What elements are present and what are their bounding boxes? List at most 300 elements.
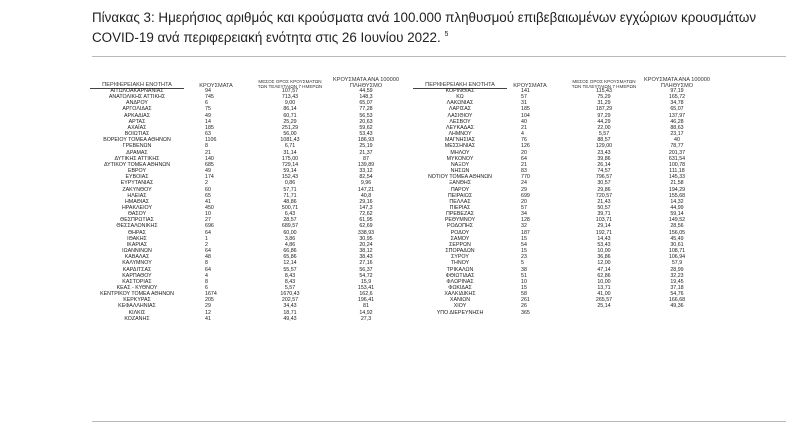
region-name-cell: ΠΡΕΒΕΖΑΣ — [446, 211, 474, 218]
avg-7day-cell: 39,86 — [597, 155, 611, 162]
left-table — [75, 69, 410, 395]
avg-7day-cell: 21,43 — [597, 198, 611, 205]
rate-per-100k-cell: 145,33 — [668, 174, 686, 181]
caption-footnote-mark: 5 — [444, 31, 449, 38]
avg-7day-cell: 720,57 — [595, 192, 613, 199]
rate-per-100k-cell: 46,28 — [670, 118, 684, 125]
region-name-cell: ΧΑΝΙΩΝ — [449, 297, 471, 304]
cases-cell: 27 — [205, 217, 211, 224]
region-name-cell: ΘΑΣΟΥ — [127, 211, 147, 218]
avg-7day-cell: 22,00 — [597, 124, 611, 131]
avg-7day-cell: 97,29 — [597, 112, 611, 119]
region-name-cell: ΗΜΑΘΙΑΣ — [124, 198, 150, 205]
avg-7day-cell: 31,29 — [597, 100, 611, 107]
avg-7day-cell: 34,43 — [283, 303, 297, 310]
region-name-cell: ΚΕΝΤΡΙΚΟΥ ΤΟΜΕΑ ΑΘΗΝΩΝ — [100, 291, 174, 298]
avg-7day-cell: 29,14 — [597, 223, 611, 230]
cases-cell: 83 — [521, 168, 527, 175]
cases-cell: 261 — [521, 297, 530, 304]
avg-7day-cell: 4,86 — [284, 241, 296, 248]
cases-cell: 8 — [205, 278, 208, 285]
cases-cell: 15 — [521, 248, 527, 255]
rate-per-100k-cell: 106,94 — [668, 254, 686, 261]
cases-cell: 41 — [205, 315, 211, 322]
avg-7day-cell: 5,57 — [284, 285, 296, 291]
region-name-cell: ΚΩ — [456, 94, 464, 101]
cases-cell: 205 — [205, 297, 214, 304]
region-name-cell: ΛΕΥΚΑΔΑΣ — [445, 124, 474, 131]
region-name-cell: ΘΕΣΣΑΛΟΝΙΚΗΣ — [116, 223, 158, 230]
right-table-rows — [405, 89, 715, 317]
avg-7day-cell: 175,00 — [281, 155, 299, 162]
header-avg-line-2: ΤΩΝ ΤΕΛΕΥΤΑΙΩΝ 7 ΗΜΕΡΩΝ — [257, 84, 323, 89]
avg-7day-cell: 62,86 — [597, 272, 611, 279]
header-rate-line-2: ΠΛΗΘΥΣΜΟ — [660, 83, 694, 89]
cases-cell: 63 — [205, 131, 211, 138]
region-name-cell: ΠΕΙΡΑΙΩΣ — [447, 192, 473, 199]
rate-per-100k-cell: 139,89 — [357, 161, 375, 168]
cases-cell: 174 — [205, 174, 214, 181]
region-name-cell: ΖΑΚΥΝΘΟΥ — [122, 186, 152, 193]
rate-per-100k-cell: 147,21 — [357, 186, 375, 193]
rate-per-100k-cell: 27,3 — [360, 315, 372, 322]
cases-cell: 126 — [521, 143, 530, 150]
avg-7day-cell: 251,29 — [281, 124, 299, 131]
table-row — [405, 311, 715, 317]
avg-7day-cell: 75,29 — [597, 94, 611, 101]
cases-cell: 365 — [521, 309, 530, 316]
rate-per-100k-cell: 56,53 — [359, 112, 373, 119]
region-name-cell: ΛΑΚΩΝΙΑΣ — [446, 100, 474, 107]
cases-cell: 128 — [521, 217, 530, 224]
bottom-divider — [92, 421, 786, 422]
region-name-cell: ΛΑΡΙΣΑΣ — [448, 106, 472, 113]
cases-cell: 141 — [521, 88, 530, 94]
rate-per-100k-cell: 88,63 — [670, 124, 684, 131]
region-name-cell: ΜΗΛΟΥ — [450, 149, 470, 156]
rate-per-100k-cell: 194,29 — [668, 186, 686, 193]
rate-per-100k-cell: 108,71 — [668, 248, 686, 255]
avg-7day-cell: 152,43 — [281, 174, 299, 181]
cases-cell: 64 — [205, 266, 211, 273]
cases-cell: 57 — [521, 94, 527, 101]
header-avg-line-1: ΜΕΣΟΣ ΟΡΟΣ ΚΡΟΥΣΜΑΤΩΝ — [258, 79, 322, 84]
right-table — [405, 69, 715, 395]
region-name-cell: ΜΕΣΣΗΝΙΑΣ — [444, 143, 476, 150]
rate-per-100k-cell: 53,43 — [359, 131, 373, 138]
region-name-cell: ΠΑΡΟΥ — [450, 186, 470, 193]
rate-per-100k-cell: 21,37 — [359, 149, 373, 156]
cases-cell: 12 — [205, 309, 211, 316]
region-name-cell: ΚΑΡΠΑΘΟΥ — [122, 272, 152, 279]
cases-cell: 1 — [205, 235, 208, 242]
rate-per-100k-cell: 25,19 — [359, 143, 373, 150]
rate-per-100k-cell: 20,24 — [359, 241, 373, 248]
header-avg-line-2: ΤΩΝ ΤΕΛΕΥΤΑΙΩΝ 7 ΗΜΕΡΩΝ — [571, 84, 637, 89]
avg-7day-cell: 25,29 — [283, 118, 297, 125]
avg-7day-cell: 56,00 — [283, 131, 297, 138]
avg-7day-cell: 6,43 — [284, 211, 296, 218]
top-divider — [92, 56, 786, 57]
left-table-rows — [75, 89, 410, 323]
region-name-cell: ΕΥΒΟΙΑΣ — [125, 174, 149, 181]
rate-per-100k-cell: 38,43 — [359, 254, 373, 261]
cases-cell: 140 — [205, 155, 214, 162]
cases-cell: 58 — [521, 291, 527, 298]
cases-cell: 21 — [521, 161, 527, 168]
avg-7day-cell: 202,57 — [281, 297, 299, 304]
rate-per-100k-cell: 32,23 — [670, 272, 684, 279]
region-name-cell: ΛΗΜΝΟΥ — [448, 131, 472, 138]
rate-per-100k-cell: 72,62 — [359, 211, 373, 218]
rate-per-100k-cell: 59,62 — [359, 124, 373, 131]
cases-cell: 699 — [521, 192, 530, 199]
avg-7day-cell: 50,57 — [597, 204, 611, 211]
cases-cell: 20 — [521, 198, 527, 205]
cases-cell: 60 — [205, 186, 211, 193]
region-name-cell: ΔΥΤΙΚΟΥ ΤΟΜΕΑ ΑΘΗΝΩΝ — [103, 161, 171, 168]
region-name-cell: ΚΕΦΑΛΛΗΝΙΑΣ — [118, 303, 156, 310]
region-name-cell: ΠΕΛΛΑΣ — [449, 198, 471, 205]
region-name-cell: ΝΗΣΩΝ — [450, 168, 470, 175]
rate-per-100k-cell: 81 — [363, 303, 369, 310]
avg-7day-cell: 44,29 — [597, 118, 611, 125]
rate-per-100k-cell: 61,95 — [359, 217, 373, 224]
region-name-cell: ΑΝΔΡΟΥ — [126, 100, 148, 107]
avg-7day-cell: 30,57 — [597, 180, 611, 187]
region-name-cell: ΔΥΤΙΚΗΣ ΑΤΤΙΚΗΣ — [114, 155, 160, 162]
region-name-cell: ΑΡΓΟΛΙΔΑΣ — [122, 106, 152, 113]
region-name-cell: ΑΡΚΑΔΙΑΣ — [124, 112, 150, 119]
region-name-cell: ΙΚΑΡΙΑΣ — [126, 241, 148, 248]
cases-cell: 24 — [521, 180, 527, 187]
region-name-cell: ΘΗΡΑΣ — [128, 229, 146, 236]
cases-cell: 5 — [521, 260, 524, 267]
region-name-cell: ΞΑΝΘΗΣ — [448, 180, 472, 187]
header-rate-line-1: ΚΡΟΥΣΜΑΤΑ ΑΝΑ 100000 — [644, 77, 710, 83]
avg-7day-cell: 74,57 — [597, 168, 611, 175]
header-region: ΠΕΡΙΦΕΡΕΙΑΚΗ ΕΝΟΤΗΤΑ — [90, 82, 184, 89]
avg-7day-cell: 41,00 — [597, 291, 611, 298]
region-name-cell: ΠΙΕΡΙΑΣ — [449, 204, 471, 211]
avg-7day-cell: 129,00 — [595, 143, 613, 150]
rate-per-100k-cell: 23,17 — [670, 131, 684, 138]
rate-per-100k-cell: 30,95 — [359, 235, 373, 242]
cases-cell: 65 — [205, 192, 211, 199]
rate-per-100k-cell: 45,49 — [670, 235, 684, 242]
region-name-cell: ΡΟΔΟΥ — [450, 229, 470, 236]
rate-per-100k-cell: 65,07 — [670, 106, 684, 113]
rate-per-100k-cell: 165,72 — [668, 94, 686, 101]
region-name-cell: ΣΕΡΡΩΝ — [449, 241, 471, 248]
region-name-cell: ΡΕΘΥΜΝΟΥ — [444, 217, 476, 224]
rate-per-100k-cell: 87 — [363, 155, 369, 162]
region-name-cell: ΚΙΛΚΙΣ — [128, 309, 146, 316]
region-name-cell: ΛΕΣΒΟΥ — [449, 118, 471, 125]
region-name-cell: ΒΟΙΩΤΙΑΣ — [124, 131, 150, 138]
rate-per-100k-cell: 97,19 — [670, 88, 684, 94]
rate-per-100k-cell: 147,3 — [359, 204, 373, 211]
region-name-cell: ΚΑΣΤΟΡΙΑΣ — [122, 278, 152, 285]
cases-cell: 75 — [205, 106, 211, 113]
region-name-cell: ΙΘΑΚΗΣ — [127, 235, 147, 242]
rate-per-100k-cell: 186,93 — [357, 137, 375, 144]
avg-7day-cell: 187,29 — [595, 106, 613, 113]
rate-per-100k-cell: 100,78 — [668, 161, 686, 168]
avg-7day-cell: 26,14 — [597, 161, 611, 168]
avg-7day-cell: 3,86 — [284, 235, 296, 242]
rate-per-100k-cell: 148,3 — [359, 94, 373, 101]
cases-cell: 38 — [521, 266, 527, 273]
avg-7day-cell: 796,57 — [595, 174, 613, 181]
avg-7day-cell: 71,71 — [283, 192, 297, 199]
avg-7day-cell: 14,43 — [597, 235, 611, 242]
region-name-cell: ΚΕΡΚΥΡΑΣ — [123, 297, 151, 304]
avg-7day-cell: 59,14 — [283, 168, 297, 175]
region-name-cell: ΜΑΓΝΗΣΙΑΣ — [444, 137, 476, 144]
avg-7day-cell: 47,14 — [597, 266, 611, 273]
rate-per-100k-cell: 78,77 — [670, 143, 684, 150]
avg-7day-cell: 88,57 — [597, 137, 611, 144]
rate-per-100k-cell: 33,12 — [359, 168, 373, 175]
region-name-cell: ΚΟΖΑΝΗΣ — [124, 315, 150, 322]
rate-per-100k-cell: 201,37 — [668, 149, 686, 156]
region-name-cell: ΦΘΙΩΤΙΔΑΣ — [445, 272, 475, 279]
region-name-cell: ΚΑΒΑΛΑΣ — [124, 254, 150, 261]
cases-cell: 54 — [521, 241, 527, 248]
cases-cell: 745 — [205, 94, 214, 101]
region-name-cell: ΚΑΛΥΜΝΟΥ — [122, 260, 152, 267]
avg-7day-cell: 12,00 — [597, 260, 611, 267]
cases-cell: 41 — [205, 198, 211, 205]
region-name-cell: ΝΟΤΙΟΥ ΤΟΜΕΑ ΑΘΗΝΩΝ — [427, 174, 493, 181]
avg-7day-cell: 713,43 — [281, 94, 299, 101]
avg-7day-cell: 25,14 — [597, 303, 611, 310]
cases-cell: 34 — [521, 211, 527, 218]
avg-7day-cell: 39,71 — [597, 211, 611, 218]
rate-per-100k-cell: 153,41 — [357, 285, 375, 291]
rate-per-100k-cell: 162,6 — [359, 291, 373, 298]
cases-cell: 21 — [205, 149, 211, 156]
avg-7day-cell: 31,14 — [283, 149, 297, 156]
rate-per-100k-cell: 137,97 — [668, 112, 686, 119]
rate-per-100k-cell: 149,52 — [668, 217, 686, 224]
cases-cell: 6 — [205, 285, 208, 291]
cases-cell: 23 — [521, 254, 527, 261]
caption-line-2-text: COVID-19 ανά περιφερειακή ενότητα στις 26 Ιουνίου 2022. — [92, 30, 441, 45]
avg-7day-cell: 57,71 — [283, 186, 297, 193]
rate-per-100k-cell: 34,78 — [670, 100, 684, 107]
rate-per-100k-cell: 77,28 — [359, 106, 373, 113]
avg-7day-cell: 60,00 — [283, 229, 297, 236]
rate-per-100k-cell: 29,16 — [359, 198, 373, 205]
rate-per-100k-cell: 111,18 — [669, 168, 685, 175]
avg-7day-cell: 729,14 — [281, 161, 299, 168]
region-name-cell: ΜΥΚΟΝΟΥ — [446, 155, 474, 162]
header-rate-line-2: ΠΛΗΘΥΣΜΟ — [349, 83, 383, 89]
cases-cell: 57 — [521, 204, 527, 211]
avg-7day-cell: 1081,43 — [280, 137, 300, 144]
region-name-cell: ΑΧΑΪΑΣ — [127, 124, 147, 131]
cases-cell: 31 — [521, 100, 527, 107]
region-name-cell: ΕΥΡΥΤΑΝΙΑΣ — [120, 180, 154, 187]
rate-per-100k-cell: 62,69 — [359, 223, 373, 230]
rate-per-100k-cell: 49,36 — [670, 303, 684, 310]
region-name-cell: ΚΕΑΣ - ΚΥΘΝΟΥ — [116, 285, 158, 291]
cases-cell: 14 — [205, 118, 211, 125]
avg-7day-cell: 9,00 — [284, 100, 296, 107]
cases-cell: 8 — [205, 143, 208, 150]
left-table-header — [75, 69, 410, 89]
caption-line-2 — [92, 26, 792, 46]
region-name-cell: ΦΩΚΙΔΑΣ — [448, 285, 472, 291]
rate-per-100k-cell: 56,37 — [359, 266, 373, 273]
region-name-cell: ΣΠΟΡΑΔΩΝ — [445, 248, 475, 255]
rate-per-100k-cell: 166,68 — [668, 297, 686, 304]
region-name-cell: ΛΑΣΙΘΙΟΥ — [447, 112, 473, 119]
cases-cell: 6 — [205, 100, 208, 107]
cases-cell: 450 — [205, 204, 214, 211]
cases-cell: 76 — [521, 137, 527, 144]
region-name-cell: ΧΙΟΥ — [453, 303, 467, 310]
avg-7day-cell: 1670,43 — [280, 291, 300, 298]
region-name-cell: ΣΑΜΟΥ — [450, 235, 470, 242]
rate-per-100k-cell: 40,8 — [360, 192, 372, 199]
rate-per-100k-cell: 44,99 — [670, 204, 684, 211]
rate-per-100k-cell: 44,59 — [359, 88, 373, 94]
table-row — [75, 317, 410, 323]
region-name-cell: ΚΑΡΔΙΤΣΑΣ — [122, 266, 152, 273]
avg-7day-cell: 10,00 — [597, 248, 611, 255]
cases-cell: 1674 — [205, 291, 217, 298]
cases-cell: 32 — [521, 223, 527, 230]
rate-per-100k-cell: 57,9 — [671, 260, 683, 267]
cases-cell: 8 — [205, 260, 208, 267]
rate-per-100k-cell: 9,96 — [360, 180, 372, 187]
rate-per-100k-cell: 338,93 — [357, 229, 375, 236]
rate-per-100k-cell: 631,54 — [668, 155, 686, 162]
cases-cell: 696 — [205, 223, 214, 230]
cases-cell: 15 — [521, 235, 527, 242]
avg-7day-cell: 10,00 — [597, 278, 611, 285]
region-name-cell: ΡΟΔΟΠΗΣ — [446, 223, 473, 230]
region-name-cell: ΓΡΕΒΕΝΩΝ — [122, 143, 152, 150]
avg-7day-cell: 18,71 — [283, 309, 297, 316]
rate-per-100k-cell: 65,07 — [359, 100, 373, 107]
region-name-cell: ΧΑΛΚΙΔΙΚΗΣ — [444, 291, 476, 298]
rate-per-100k-cell: 196,41 — [357, 297, 375, 304]
avg-7day-cell: 103,71 — [595, 217, 613, 224]
cases-cell: 187 — [521, 229, 530, 236]
rate-per-100k-cell: 14,32 — [670, 198, 684, 205]
cases-cell: 104 — [521, 112, 530, 119]
region-name-cell: ΔΡΑΜΑΣ — [126, 149, 148, 156]
cases-cell: 26 — [521, 303, 527, 310]
rate-per-100k-cell: 82,54 — [359, 174, 373, 181]
avg-7day-cell: 36,86 — [597, 254, 611, 261]
region-name-cell: ΗΡΑΚΛΕΙΟΥ — [121, 204, 153, 211]
cases-cell: 20 — [521, 149, 527, 156]
rate-per-100k-cell: 28,99 — [670, 266, 684, 273]
rate-per-100k-cell: 19,45 — [670, 278, 684, 285]
region-name-cell: ΚΟΡΙΝΘΙΑΣ — [445, 88, 475, 94]
cases-cell: 64 — [521, 155, 527, 162]
cases-cell: 29 — [521, 186, 527, 193]
cases-cell: 48 — [205, 254, 211, 261]
avg-7day-cell: 29,86 — [597, 186, 611, 193]
rate-per-100k-cell: 156,05 — [668, 229, 686, 236]
region-name-cell: ΘΕΣΠΡΩΤΙΑΣ — [120, 217, 154, 224]
rate-per-100k-cell: 59,14 — [670, 211, 684, 218]
rate-per-100k-cell: 27,16 — [359, 260, 373, 267]
table-caption — [92, 9, 792, 46]
rate-per-100k-cell: 54,72 — [359, 272, 373, 279]
region-name-cell: ΙΩΑΝΝΙΝΩΝ — [122, 248, 152, 255]
region-name-cell: ΒΟΡΕΙΟΥ ΤΟΜΕΑ ΑΘΗΝΩΝ — [103, 137, 171, 144]
header-avg-line-1: ΜΕΣΟΣ ΟΡΟΣ ΚΡΟΥΣΜΑΤΩΝ — [572, 79, 636, 84]
cases-cell: 40 — [521, 118, 527, 125]
avg-7day-cell: 60,71 — [283, 112, 297, 119]
region-name-cell: ΤΡΙΚΑΛΩΝ — [446, 266, 474, 273]
cases-cell: 49 — [205, 112, 211, 119]
cases-cell: 2 — [205, 180, 208, 187]
rate-per-100k-cell: 155,68 — [668, 192, 686, 199]
header-cases: ΚΡΟΥΣΜΑΤΑ — [513, 83, 547, 89]
avg-7day-cell: 48,86 — [283, 198, 297, 205]
rate-per-100k-cell: 28,56 — [670, 223, 684, 230]
rate-per-100k-cell: 15,9 — [360, 278, 372, 285]
avg-7day-cell: 8,43 — [284, 272, 296, 279]
caption-line-1: Πίνακας 3: Ημερήσιος αριθμός και κρούσματα ανά 100.000 πληθυσμού επιβεβαιωμένων εγχώριων κρουσμάτων — [92, 10, 757, 25]
header-region: ΠΕΡΙΦΕΡΕΙΑΚΗ ΕΝΟΤΗΤΑ — [413, 82, 507, 89]
avg-7day-cell: 23,43 — [597, 149, 611, 156]
cases-cell: 185 — [205, 124, 214, 131]
rate-per-100k-cell: 54,76 — [670, 291, 684, 298]
rate-per-100k-cell: 37,18 — [670, 285, 684, 291]
region-name-cell: ΕΒΡΟΥ — [127, 168, 147, 175]
avg-7day-cell: 65,86 — [283, 254, 297, 261]
cases-cell: 64 — [205, 229, 211, 236]
header-rate-line-1: ΚΡΟΥΣΜΑΤΑ ΑΝΑ 100000 — [333, 77, 399, 83]
cases-cell: 64 — [205, 248, 211, 255]
avg-7day-cell: 12,14 — [283, 260, 297, 267]
header-cases: ΚΡΟΥΣΜΑΤΑ — [199, 83, 233, 89]
cases-cell: 21 — [521, 124, 527, 131]
cases-cell: 1106 — [205, 137, 217, 144]
cases-cell: 94 — [205, 88, 211, 94]
rate-per-100k-cell: 40 — [674, 137, 680, 144]
cases-cell: 4 — [521, 131, 524, 138]
avg-7day-cell: 53,43 — [597, 241, 611, 248]
avg-7day-cell: 86,14 — [283, 106, 297, 113]
region-name-cell: ΤΗΝΟΥ — [450, 260, 470, 267]
avg-7day-cell: 55,57 — [283, 266, 297, 273]
cases-cell: 685 — [205, 161, 214, 168]
avg-7day-cell: 5,57 — [598, 131, 610, 138]
cases-cell: 2 — [205, 241, 208, 248]
rate-per-100k-cell: 30,61 — [670, 241, 684, 248]
avg-7day-cell: 13,71 — [597, 285, 611, 291]
avg-7day-cell: 49,43 — [283, 315, 297, 322]
cases-cell: 49 — [205, 168, 211, 175]
avg-7day-cell: 689,57 — [281, 223, 299, 230]
cases-cell: 15 — [521, 285, 527, 291]
avg-7day-cell: 0,86 — [284, 180, 296, 187]
cases-cell: 51 — [521, 272, 527, 279]
region-name-cell: ΦΛΩΡΙΝΑΣ — [446, 278, 474, 285]
rate-per-100k-cell: 14,92 — [359, 309, 373, 316]
region-name-cell: ΣΥΡΟΥ — [451, 254, 469, 261]
